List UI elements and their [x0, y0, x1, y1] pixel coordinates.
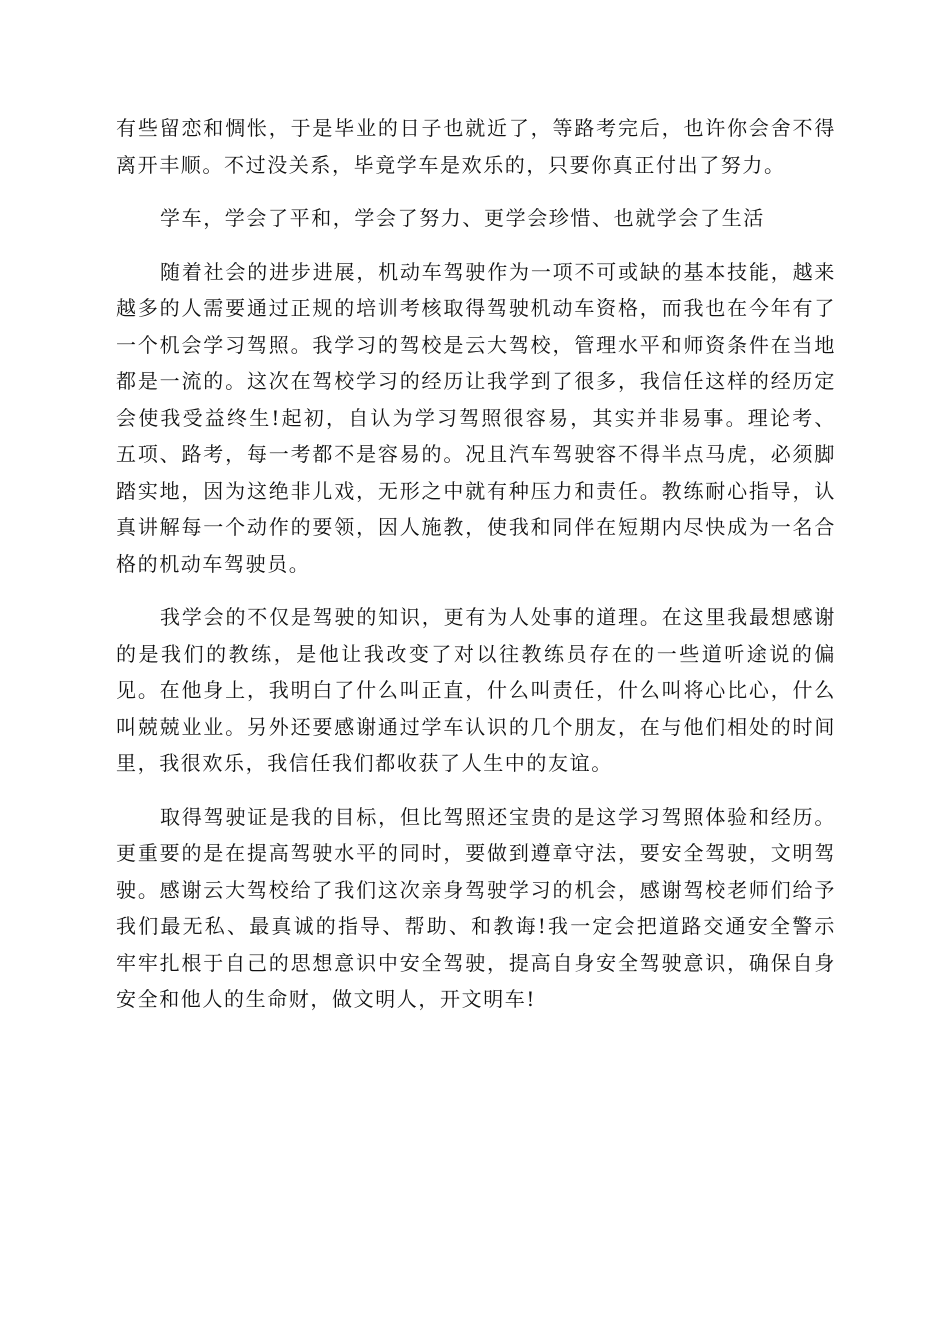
paragraph-continued: 有些留恋和惆怅，于是毕业的日子也就近了，等路考完后，也许你会舍不得离开丰顺。不过没关系，毕竟学车是欢乐的，只要你真正付出了努力。 — [116, 116, 836, 177]
paragraph-coach-thanks: 我学会的不仅是驾驶的知识，更有为人处事的道理。在这里我最想感谢的是我们的教练，是他让我改变了对以往教练员存在的一些道听途说的偏见。在他身上，我明白了什么叫正直，什么叫责任，什么叫将心比心，什么叫兢兢业业。另外还要感谢通过学车认识的几个朋友，在与他们相处的时间里，我很欢乐，我信任我们都收获了人生中的友谊。 — [116, 605, 836, 775]
paragraph-driving-school: 随着社会的进步进展，机动车驾驶作为一项不可或缺的基本技能，越来越多的人需要通过正规的培训考核取得驾驶机动车资格，而我也在今年有了一个机会学习驾照。我学习的驾校是云大驾校，管理水平和师资条件在当地都是一流的。这次在驾校学习的经历让我学到了很多，我信任这样的经历定会使我受益终生!起初，自认为学习驾照很容易，其实并非易事。理论考、五项、路考，每一考都不是容易的。况且汽车驾驶容不得半点马虎，必须脚踏实地，因为这绝非儿戏，无形之中就有种压力和责任。教练耐心指导，认真讲解每一个动作的要领，因人施教，使我和同伴在短期内尽快成为一名合格的机动车驾驶员。 — [116, 259, 836, 576]
document-page — [116, 110, 836, 1035]
paragraph-summary: 学车，学会了平和，学会了努力、更学会珍惜、也就学会了生活 — [160, 206, 765, 230]
paragraph-conclusion: 取得驾驶证是我的目标，但比驾照还宝贵的是这学习驾照体验和经历。更重要的是在提高驾驶水平的同时，要做到遵章守法，要安全驾驶，文明驾驶。感谢云大驾校给了我们这次亲身驾驶学习的机会，感谢驾校老师们给予我们最无私、最真诚的指导、帮助、和教诲!我一定会把道路交通安全警示牢牢扎根于自己的思想意识中安全驾驶，提高自身安全驾驶意识，确保自身安全和他人的生命财，做文明人，开文明车! — [116, 804, 836, 1011]
